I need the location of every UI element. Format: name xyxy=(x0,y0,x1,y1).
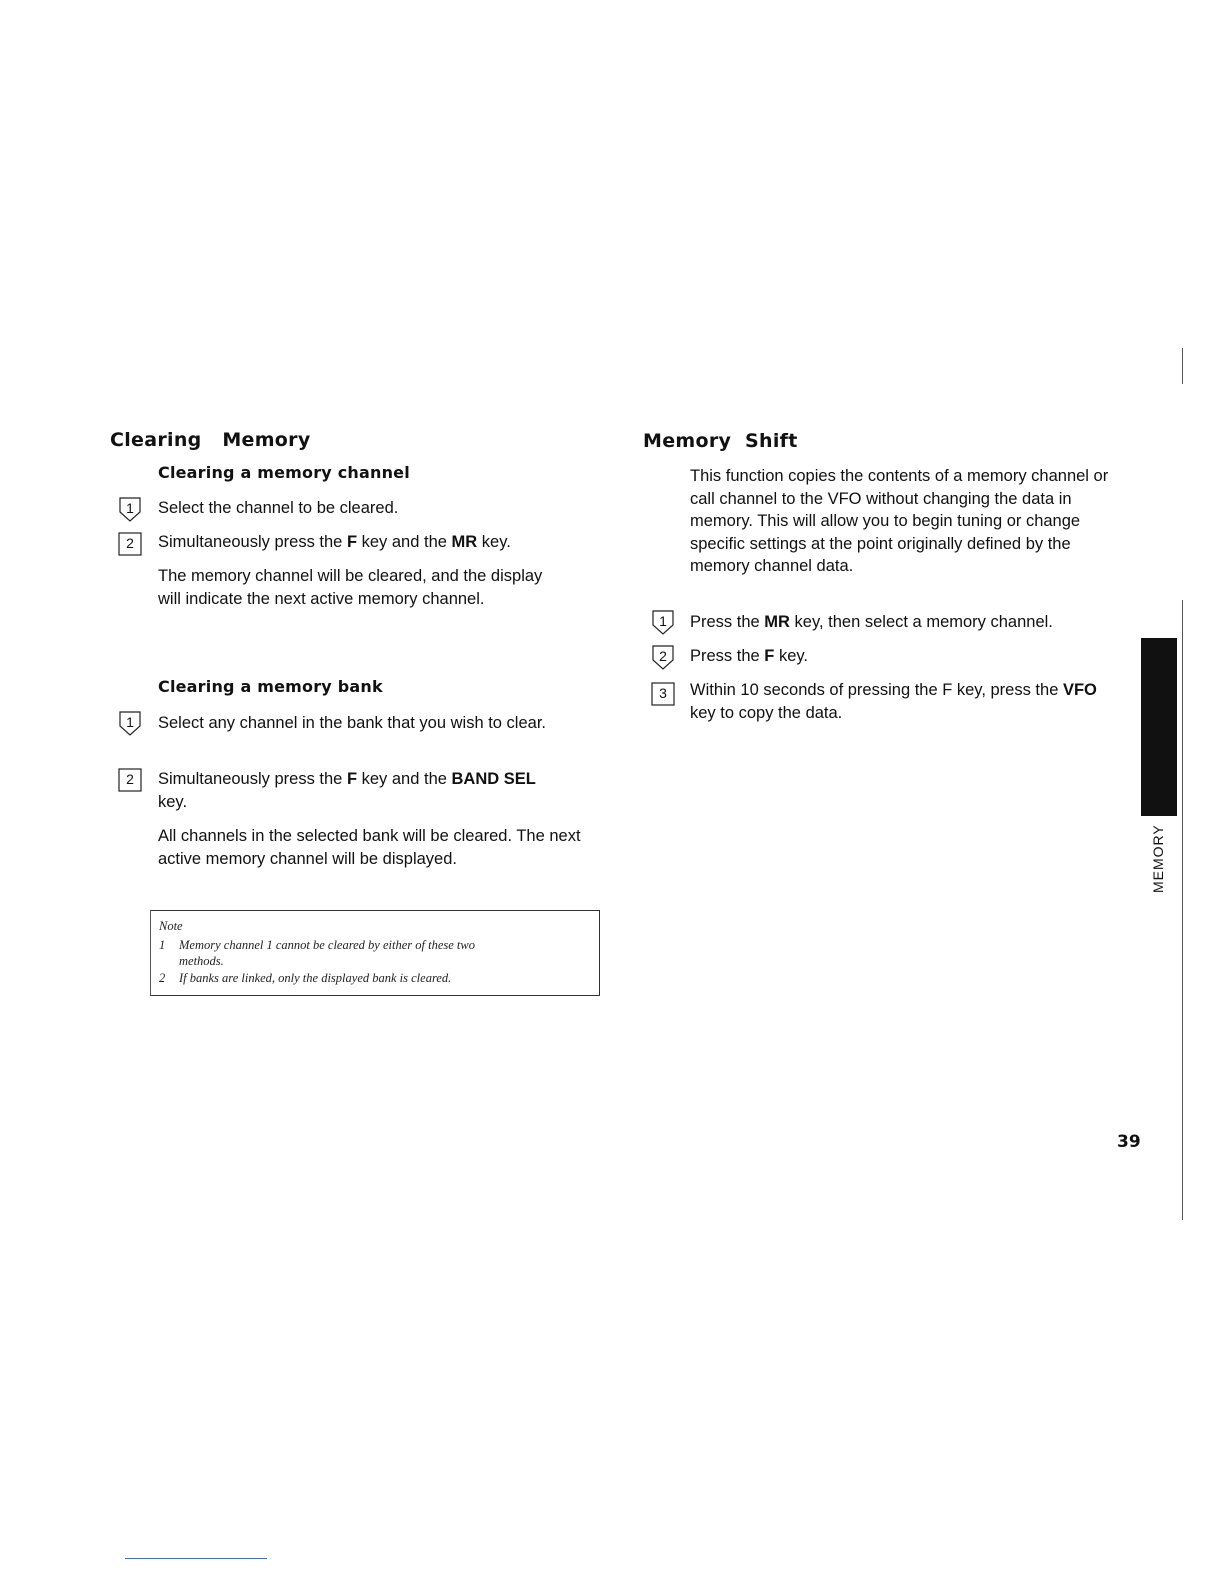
clear-channel-result: The memory channel will be cleared, and the display will indicate the next active memory channel. xyxy=(158,567,543,608)
section-tab-label: MEMORY xyxy=(1150,824,1166,893)
step-1-shield-icon: 1 xyxy=(117,709,143,737)
memory-shift-intro: This function copies the contents of a memory channel or call channel to the VFO without changing the data in memory. This will allow you to begin tuning or change specific settings at the point originally defined by the memory channel data. xyxy=(690,467,1109,575)
bottom-rule xyxy=(125,1558,267,1559)
clear-channel-step-2: Simultaneously press the F key and the MR key. xyxy=(158,533,511,551)
note-box xyxy=(150,910,600,996)
step-1-shield-icon: 1 xyxy=(650,608,676,636)
step-2-box-icon: 2 xyxy=(117,530,143,558)
step-1-shield-icon: 1 xyxy=(117,495,143,523)
memory-shift-step-2: Press the F key. xyxy=(690,647,809,665)
clear-channel-step-1: Select the channel to be cleared. xyxy=(158,499,399,517)
clear-bank-step-2: Simultaneously press the F key and the BAND SEL key. xyxy=(158,770,536,811)
step-2-shield-icon: 2 xyxy=(650,643,676,671)
note-label: Note xyxy=(159,919,183,933)
section-title-memory-shift: Memory Shift xyxy=(643,430,798,452)
margin-rule xyxy=(1182,348,1183,384)
clear-bank-step-1: Select any channel in the bank that you wish to clear. xyxy=(158,714,546,732)
subheading-clear-bank: Clearing a memory bank xyxy=(158,677,383,696)
note-item-number: 1 xyxy=(159,938,166,952)
margin-rule xyxy=(1182,600,1183,1220)
step-3-box-icon: 3 xyxy=(650,680,676,708)
step-2-box-icon: 2 xyxy=(117,766,143,794)
note-item-text-continued: methods. xyxy=(179,954,224,968)
note-item-number: 2 xyxy=(159,971,166,985)
memory-shift-step-1: Press the MR key, then select a memory channel. xyxy=(690,613,1053,631)
subheading-clear-channel: Clearing a memory channel xyxy=(158,463,410,482)
section-title-clearing-memory: Clearing Memory xyxy=(110,429,311,451)
section-tab-marker xyxy=(1141,638,1177,816)
note-item-text: If banks are linked, only the displayed bank is cleared. xyxy=(179,971,452,985)
page-number: 39 xyxy=(1117,1132,1141,1152)
note-item-text: Memory channel 1 cannot be cleared by either of these two xyxy=(179,938,475,952)
clear-bank-result: All channels in the selected bank will be cleared. The next active memory channel will be displayed. xyxy=(158,827,581,868)
memory-shift-step-3: Within 10 seconds of pressing the F key, press the VFO key to copy the data. xyxy=(690,681,1097,722)
